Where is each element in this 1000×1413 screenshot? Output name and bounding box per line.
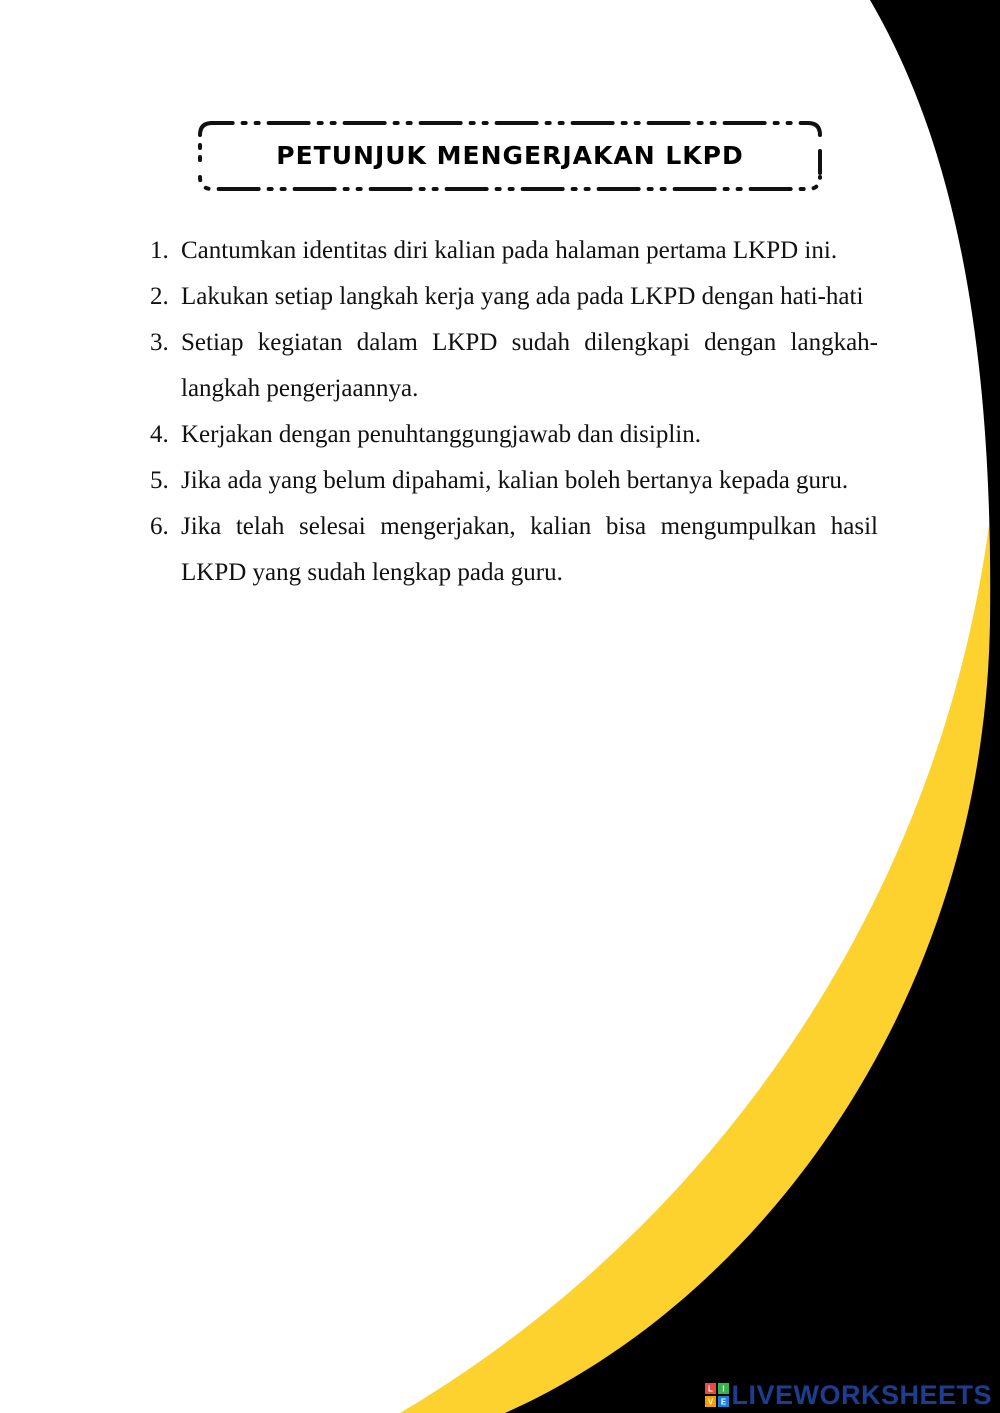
logo-letter: E [721, 1397, 727, 1407]
item-number: 3. [150, 329, 169, 356]
page-title: PETUNJUK MENGERJAKAN LKPD [276, 141, 744, 170]
list-item [150, 458, 878, 504]
watermark-text: LIVEWORKSHEETS [731, 1379, 992, 1410]
item-text: Cantumkan identitas diri kalian pada halaman pertama LKPD ini. [181, 237, 838, 264]
item-text: Jika ada yang belum dipahami, kalian boleh bertanya kepada guru. [181, 467, 849, 494]
item-number: 1. [150, 237, 169, 264]
list-item [150, 412, 878, 458]
item-text: Setiap kegiatan dalam LKPD sudah dilengkapi dengan langkah-langkah pengerjaannya. [181, 329, 878, 402]
list-item [150, 228, 878, 274]
item-text: Kerjakan dengan penuhtanggungjawab dan disiplin. [181, 421, 701, 448]
item-number: 6. [150, 513, 169, 540]
item-text: Jika telah selesai mengerjakan, kalian bisa mengumpulkan hasil LKPD yang sudah lengkap pada guru. [181, 513, 878, 586]
list-item [150, 274, 878, 320]
list-item [150, 320, 878, 412]
item-number: 4. [150, 421, 169, 448]
item-number: 2. [150, 283, 169, 310]
logo-letter: L [708, 1384, 714, 1394]
list-item [150, 504, 878, 596]
logo-letter: V [708, 1397, 714, 1407]
logo-letter: I [722, 1384, 726, 1394]
liveworksheets-watermark[interactable] [705, 1379, 992, 1411]
instructions-list [150, 228, 878, 596]
liveworksheets-logo-icon [705, 1383, 729, 1407]
item-number: 5. [150, 467, 169, 494]
item-text: Lakukan setiap langkah kerja yang ada pada LKPD dengan hati-hati [181, 283, 864, 310]
